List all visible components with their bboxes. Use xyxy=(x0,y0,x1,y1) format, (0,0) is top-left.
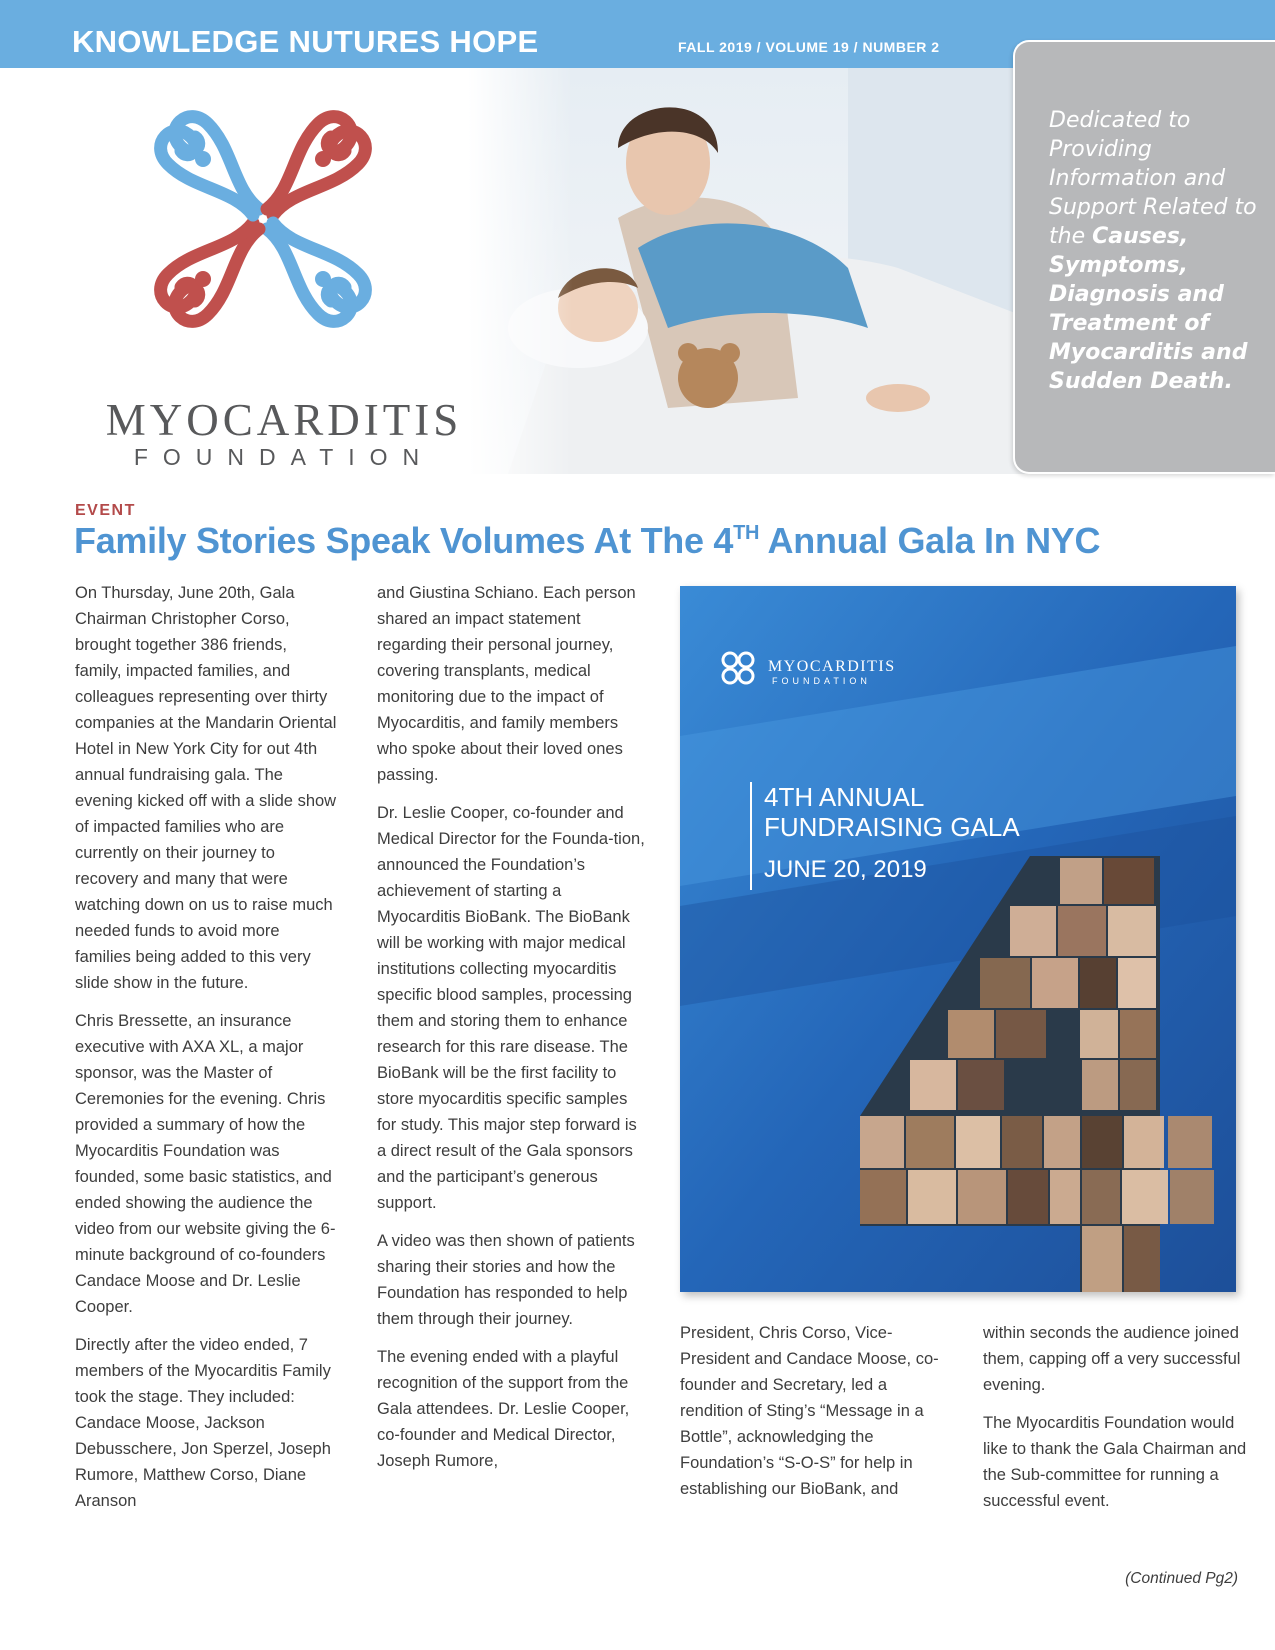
program-org-subname: FOUNDATION xyxy=(772,676,871,686)
issue-info: FALL 2019 / VOLUME 19 / NUMBER 2 xyxy=(678,39,940,55)
program-date: JUNE 20, 2019 xyxy=(764,856,927,883)
article-column-4 xyxy=(983,1320,1248,1526)
paragraph: Dr. Leslie Cooper, co-founder and Medical Director for the Founda-tion, announced the Foundation’s achievement of starting a Myocarditis BioBank. The BioBank will be working with major medical institutions collecting myocarditis specific blood samples, processing them and storing them to enhance research for this rare disease. The BioBank will be the first facility to store myocarditis specific samples for study. This major step forward is a direct result of the Gala sponsors and the participant’s generous support. xyxy=(377,804,645,1212)
continued-note: (Continued Pg2) xyxy=(1125,1570,1238,1587)
paragraph: President, Chris Corso, Vice-President and Candace Moose, co-founder and Secretary, led a rendition of Sting’s “Message in a Bottle”, acknowledging the Foundation’s “S-O-S” for help in establishing our BioBank, and xyxy=(680,1324,939,1498)
paragraph: Chris Bressette, an insurance executive with AXA XL, a major sponsor, was the Master of Ceremonies for the evening. Chris provided a summary of how the Myocarditis Foundation was founded, some basic statistics, and ended showing the audience the video from our website giving the 6-minute background of co-founders Candace Moose and Dr. Leslie Cooper. xyxy=(75,1012,336,1316)
tagline-bold: Causes, Symptoms, Diagnosis and Treatment of Myocarditis and Sudden Death. xyxy=(1049,224,1248,394)
program-org-name: MYOCARDITIS xyxy=(768,658,896,675)
paragraph: The Myocarditis Foundation would like to thank the Gala Chairman and the Sub-committee for running a successful event. xyxy=(983,1414,1247,1510)
headline-part2: Annual Gala In NYC xyxy=(759,520,1101,561)
gala-program-photo xyxy=(680,586,1236,1292)
hero-photo xyxy=(468,68,1048,474)
masthead-title: KNOWLEDGE NUTURES HOPE xyxy=(72,24,539,59)
article-column-2 xyxy=(377,580,647,1486)
article-column-1 xyxy=(75,580,337,1526)
tagline-box xyxy=(1013,40,1275,474)
paragraph: A video was then shown of patients sharing their stories and how the Foundation has responded to help them through their journey. xyxy=(377,1232,635,1328)
section-kicker: EVENT xyxy=(75,502,136,519)
org-name: MYOCARDITIS xyxy=(105,395,463,445)
program-title-line2: FUNDRAISING GALA xyxy=(764,812,1020,842)
article-column-3 xyxy=(680,1320,950,1514)
article-headline xyxy=(74,520,1100,562)
paragraph: Directly after the video ended, 7 members of the Myocarditis Family took the stage. They included: Candace Moose, Jackson Debusschere, Jon Sperzel, Joseph Rumore, Matthew Corso, Diane Aranson xyxy=(75,1336,331,1510)
headline-superscript: TH xyxy=(733,522,760,544)
org-subname: FOUNDATION xyxy=(133,444,435,470)
paragraph: The evening ended with a playful recognition of the support from the Gala attendees. Dr. Leslie Cooper, co-founder and Medical Director, Joseph Rumore, xyxy=(377,1348,630,1470)
program-divider xyxy=(750,782,752,890)
paragraph: On Thursday, June 20th, Gala Chairman Christopher Corso, brought together 386 friends, family, impacted families, and colleagues representing over thirty companies at the Mandarin Oriental Hotel in New York City for out 4th annual fundraising gala. The evening kicked off with a slide show of impacted families who are currently on their journey to recovery and many that were watching down on us to raise much needed funds to avoid more families being added to this very slide show in the future. xyxy=(75,584,337,992)
tagline-plain: Dedicated to Providing Information and Support Related to the xyxy=(1049,108,1257,249)
paragraph: within seconds the audience joined them, capping off a very successful evening. xyxy=(983,1324,1241,1394)
headline-part1: Family Stories Speak Volumes At The 4 xyxy=(74,520,734,561)
program-title-line1: 4TH ANNUAL xyxy=(764,782,925,812)
tagline xyxy=(1049,106,1259,396)
foundation-logo xyxy=(128,84,398,354)
paragraph: and Giustina Schiano. Each person shared an impact statement regarding their personal journey, covering transplants, medical monitoring due to the impact of Myocarditis, and family members who spoke about their loved ones passing. xyxy=(377,584,636,784)
